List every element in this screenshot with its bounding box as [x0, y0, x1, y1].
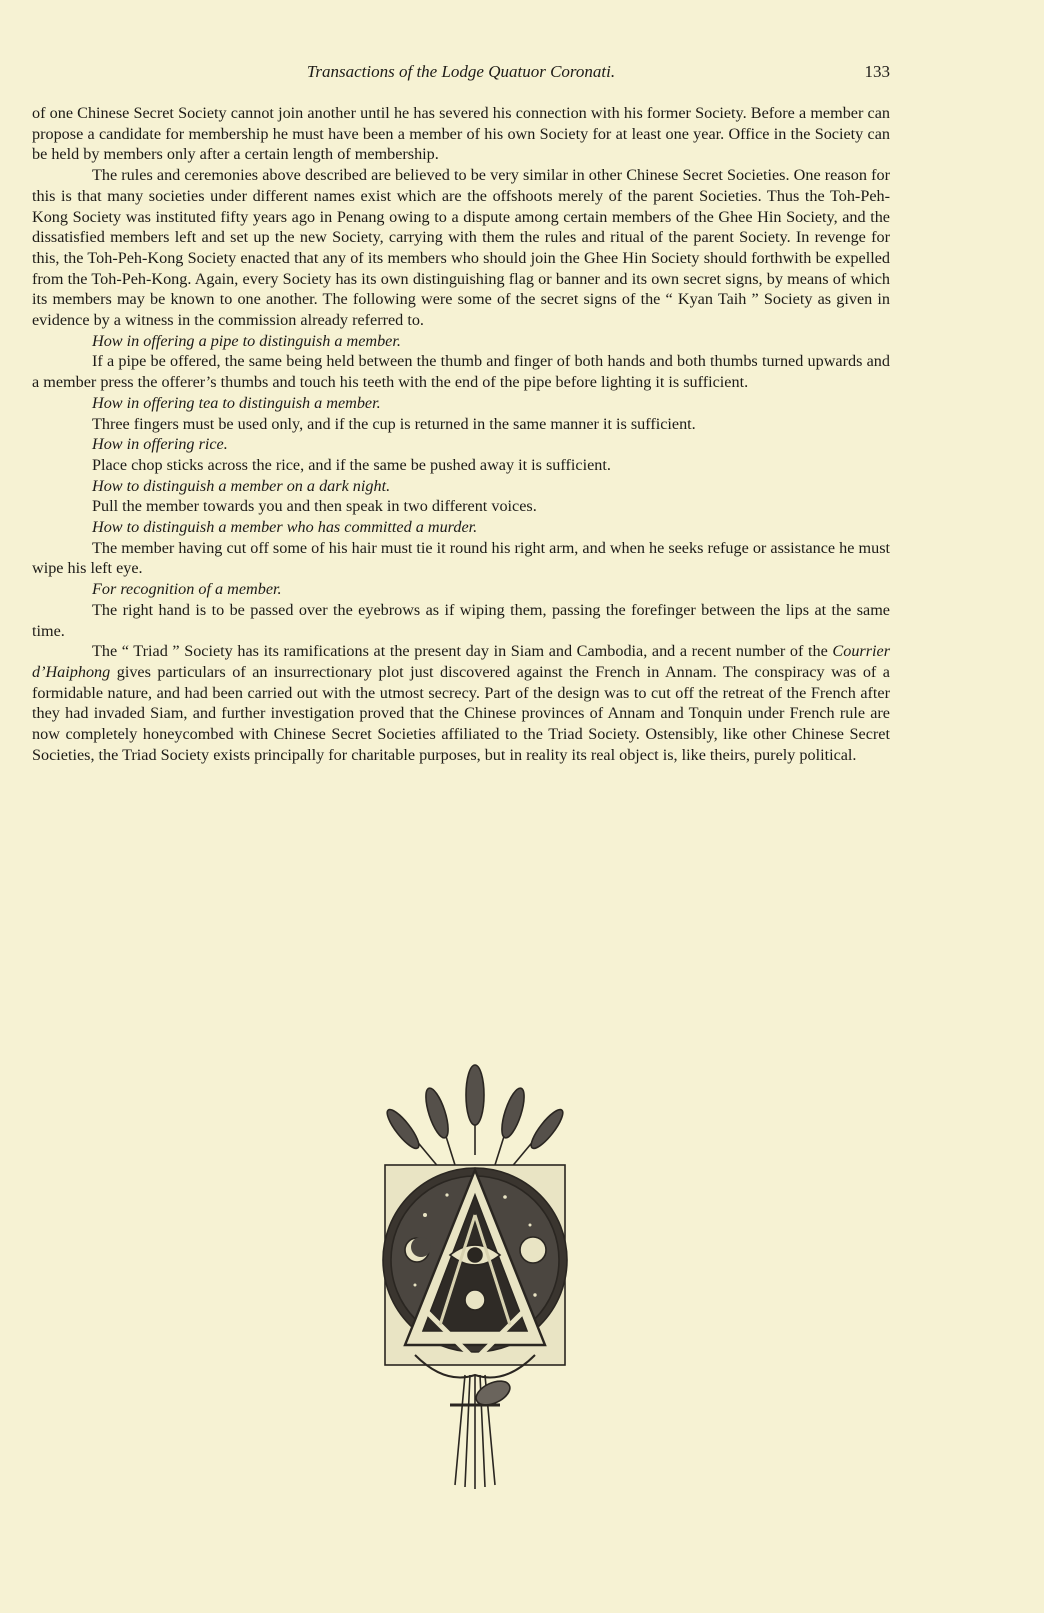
- paragraph-recognition: The right hand is to be passed over the eyebrows as if wiping them, passing the forefinger between the lips at the same time.: [32, 600, 890, 640]
- body-text: [32, 103, 890, 766]
- paragraph-dark-night: Pull the member towards you and then speak in two different voices.: [92, 497, 537, 516]
- running-header: [32, 62, 890, 84]
- paragraph-2: The rules and ceremonies above described are believed to be very similar in other Chinese Secret Societies. One reason for this is that many societies under different names exist which are the offshoots merely of the parent Societies. Thus the Toh-Peh-Kong Society was instituted fifty years ago in Penang owing to a dispute among certain members of the Ghee Hin Society, and the dissatisfied members left and set up the new Society, carrying with them the rules and ritual of the parent Society. In revenge for this, the Toh-Peh-Kong Society enacted that any of its members who should join the Ghee Hin Society should forthwith be expelled from the Toh-Peh-Kong. Again, every Society has its own distinguishing flag or banner and its own secret signs, by means of which its members may be known to one another. The following were some of the secret signs of the “ Kyan Taih ” Society as given in evidence by a witness in the commission already referred to.: [32, 166, 890, 330]
- paragraph-rice: Place chop sticks across the rice, and if the same be pushed away it is sufficient.: [92, 455, 611, 474]
- newspaper-title: Courrier d’Haiphong: [32, 642, 890, 681]
- subheading-tea: How in offering tea to distinguish a member.: [92, 393, 381, 412]
- masonic-emblem-icon: [355, 1055, 595, 1495]
- subheading-murder: How to distinguish a member who has committed a murder.: [92, 518, 478, 537]
- subheading-recognition: For recognition of a member.: [92, 580, 282, 599]
- triad-text-start: The “ Triad ” Society has its ramifications at the present day in Siam and Cambodia, and a recent number of the: [92, 642, 833, 661]
- page-number: 133: [864, 62, 890, 81]
- running-title: Transactions of the Lodge Quatuor Coronati.: [306, 62, 616, 81]
- wheat-icon: [383, 1065, 568, 1175]
- paragraph-tea: Three fingers must be used only, and if the cup is returned in the same manner it is sufficient.: [92, 414, 696, 433]
- triad-text-end: gives particulars of an insurrectionary plot just discovered against the French in Annam. The conspiracy was of a formidable nature, and had been carried out with the utmost secrecy. Part of the design was to cut off the retreat of the French after they had invaded Siam, and further investigation proved that the Chinese provinces of Annam and Tonquin under French rule are now completely honeycombed with Chinese Secret Societies affiliated to the Triad Society. Ostensibly, like other Chinese Secret Societies, the Triad Society exists principally for charitable purposes, but in reality its real object is, like theirs, purely political.: [32, 662, 890, 764]
- paragraph-triad: [32, 641, 890, 765]
- subheading-dark-night: How to distinguish a member on a dark night.: [92, 476, 391, 495]
- subheading-rice: How in offering rice.: [92, 435, 228, 454]
- paragraph-pipe: If a pipe be offered, the same being held between the thumb and finger of both hands and both thumbs turned upwards and a member press the offerer’s thumbs and touch his teeth with the end of the pipe before lighting it is sufficient.: [32, 352, 890, 392]
- subheading-pipe: How in offering a pipe to distinguish a member.: [92, 331, 401, 350]
- paragraph-murder: The member having cut off some of his hair must tie it round his right arm, and when he seeks refuge or assistance he must wipe his left eye.: [32, 538, 890, 578]
- paragraph-1: of one Chinese Secret Society cannot join another until he has severed his connection with his former Society. Before a member can propose a candidate for membership he must have been a member of his own Society for at least one year. Office in the Society can be held by members only after a certain length of membership.: [32, 104, 890, 164]
